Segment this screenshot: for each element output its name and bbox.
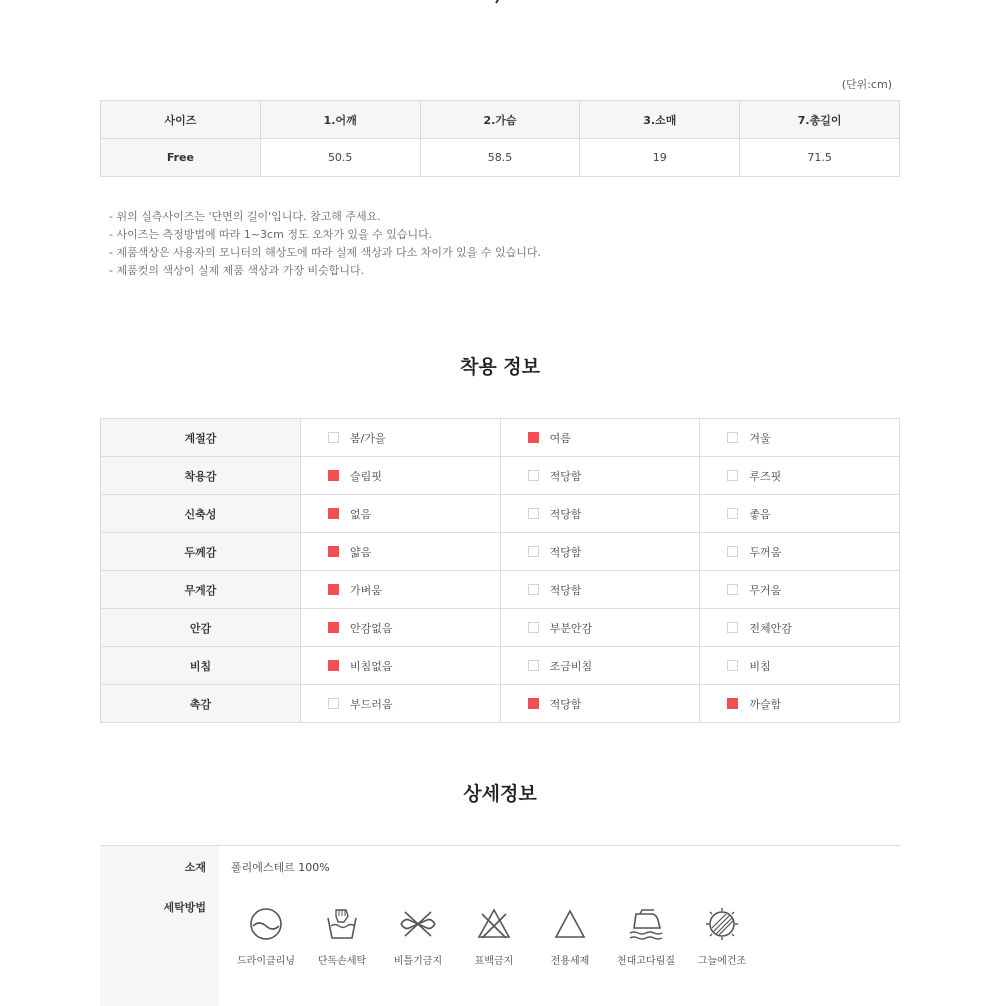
fit-option-label: 여름 [549,431,571,445]
fit-option [700,609,900,647]
material-value: 폴리에스테르 100% [231,861,330,874]
dry-clean-icon [248,906,284,942]
fit-option-label: 비침 [749,659,771,673]
fit-option [301,533,501,571]
unchecked-box-icon [528,546,539,557]
size-value: 71.5 [740,139,900,177]
fit-row [101,571,900,609]
unchecked-box-icon [528,660,539,671]
care-item [378,906,458,967]
checked-box-icon [328,470,339,481]
checked-box-icon [328,584,339,595]
fit-option [301,571,501,609]
fit-option [301,685,501,723]
size-label: Free [101,139,261,177]
fit-option [700,685,900,723]
fit-row-label: 촉감 [101,685,301,723]
fit-option-label: 겨울 [749,431,771,445]
fit-option [700,647,900,685]
fit-option [301,457,501,495]
detail-info-title: 상세정보 [463,783,537,805]
size-value: 50.5 [260,139,420,177]
header-cell: 1.어깨 [260,101,420,139]
fit-option [500,457,700,495]
size-value: 58.5 [420,139,580,177]
fit-option-label: 적당함 [549,583,582,597]
unchecked-box-icon [727,508,738,519]
fit-option [301,495,501,533]
fit-row [101,609,900,647]
fit-row [101,647,900,685]
fit-option-label: 적당함 [549,469,582,483]
unchecked-box-icon [727,470,738,481]
fit-option [500,495,700,533]
size-table-header [101,101,900,139]
fit-option [700,533,900,571]
size-notes [109,208,541,280]
fit-option [700,571,900,609]
size-value: 19 [580,139,740,177]
fit-option [500,609,700,647]
fit-row-label: 비침 [101,647,301,685]
care-label: 그늘에건조 [697,956,747,967]
fit-option-label: 적당함 [549,697,582,711]
fit-option-label: 얇음 [350,545,372,559]
fit-row-label: 계절감 [101,419,301,457]
fit-table [100,418,900,723]
fit-option [700,419,900,457]
care-item [530,906,610,967]
fit-option [301,419,501,457]
checked-box-icon [328,546,339,557]
fit-row [101,685,900,723]
checked-box-icon [528,698,539,709]
checked-box-icon [528,432,539,443]
care-icon-list [230,906,770,976]
shade-dry-icon [704,906,740,942]
fit-row [101,457,900,495]
unchecked-box-icon [328,432,339,443]
fit-option-label: 부드러움 [350,697,393,711]
fit-option [500,647,700,685]
header-cell: 2.가슴 [420,101,580,139]
fit-option [500,685,700,723]
fit-option-label: 비침없음 [350,659,393,673]
unchecked-box-icon [328,698,339,709]
care-item [226,906,306,967]
fit-option-label: 까슬함 [749,697,782,711]
care-label: 표백금지 [474,956,514,967]
scroll-mark [495,0,503,4]
fit-option-label: 루즈핏 [749,469,782,483]
fit-option [301,609,501,647]
care-label: 드라이클리닝 [237,956,295,967]
fit-option-label: 안감없음 [350,621,393,635]
fit-option-label: 적당함 [549,507,582,521]
material-label: 소재 [184,861,206,874]
fit-row [101,495,900,533]
fit-option-label: 조금비침 [549,659,593,673]
iron-cloth-icon [626,906,666,942]
fit-table-body [101,419,900,723]
care-item [302,906,382,967]
wash-method-label: 세탁방법 [163,901,206,914]
fit-row-label: 안감 [101,609,301,647]
care-label: 천대고다림질 [617,956,675,967]
note-item: - 제품색상은 사용자의 모니터의 해상도에 따라 실제 색상과 다소 차이가 있을 수 있습니다. [109,246,541,259]
unchecked-box-icon [727,622,738,633]
checked-box-icon [328,622,339,633]
fit-row-label: 두께감 [101,533,301,571]
fit-option-label: 봄/가을 [350,431,386,445]
fit-row-label: 신축성 [101,495,301,533]
care-label: 비틀기금지 [393,956,443,967]
fit-option-label: 부분안감 [549,621,593,635]
fit-option-label: 전체안감 [749,621,792,635]
detail-section [100,845,900,1006]
checked-box-icon [328,660,339,671]
fit-row-label: 무게감 [101,571,301,609]
note-item: - 제품컷의 색상이 실제 제품 색상과 가장 비슷합니다. [109,264,365,277]
unit-note: (단위:cm) [841,78,892,91]
care-label: 전용세제 [550,956,590,967]
hand-wash-icon [324,906,360,942]
fit-option [700,495,900,533]
fit-row [101,419,900,457]
header-cell: 7.총길이 [740,101,900,139]
size-table [100,100,900,177]
care-item [682,906,762,967]
care-item [606,906,686,967]
fit-option [301,647,501,685]
note-item: - 위의 실측사이즈는 '단면의 길이'입니다. 참고해 주세요. [109,210,381,223]
unchecked-box-icon [727,432,738,443]
fit-option-label: 없음 [350,507,372,521]
unchecked-box-icon [528,584,539,595]
unchecked-box-icon [528,470,539,481]
fit-option-label: 가벼움 [350,583,382,597]
no-bleach-icon [476,906,512,942]
unchecked-box-icon [528,508,539,519]
care-item [454,906,534,967]
fit-option-label: 좋음 [749,507,771,521]
no-wring-icon [399,906,437,942]
size-row [101,139,900,177]
fit-option [500,571,700,609]
fit-option [500,533,700,571]
care-label: 단독손세탁 [317,956,367,967]
unchecked-box-icon [727,584,738,595]
fit-row [101,533,900,571]
fit-option-label: 슬림핏 [350,469,382,483]
fit-option-label: 두꺼움 [749,545,782,559]
fit-option-label: 무거움 [749,583,782,597]
note-item: - 사이즈는 측정방법에 따라 1~3cm 정도 오차가 있을 수 있습니다. [109,228,433,241]
checked-box-icon [328,508,339,519]
fit-option [700,457,900,495]
header-cell: 3.소매 [580,101,740,139]
detail-label-column [100,846,219,1006]
unchecked-box-icon [528,622,539,633]
neutral-detergent-icon [552,906,588,942]
fit-option-label: 적당함 [549,545,582,559]
checked-box-icon [727,698,738,709]
fit-option [500,419,700,457]
unchecked-box-icon [727,546,738,557]
header-cell: 사이즈 [101,101,261,139]
fit-row-label: 착용감 [101,457,301,495]
fit-info-title: 착용 정보 [459,356,541,378]
unchecked-box-icon [727,660,738,671]
